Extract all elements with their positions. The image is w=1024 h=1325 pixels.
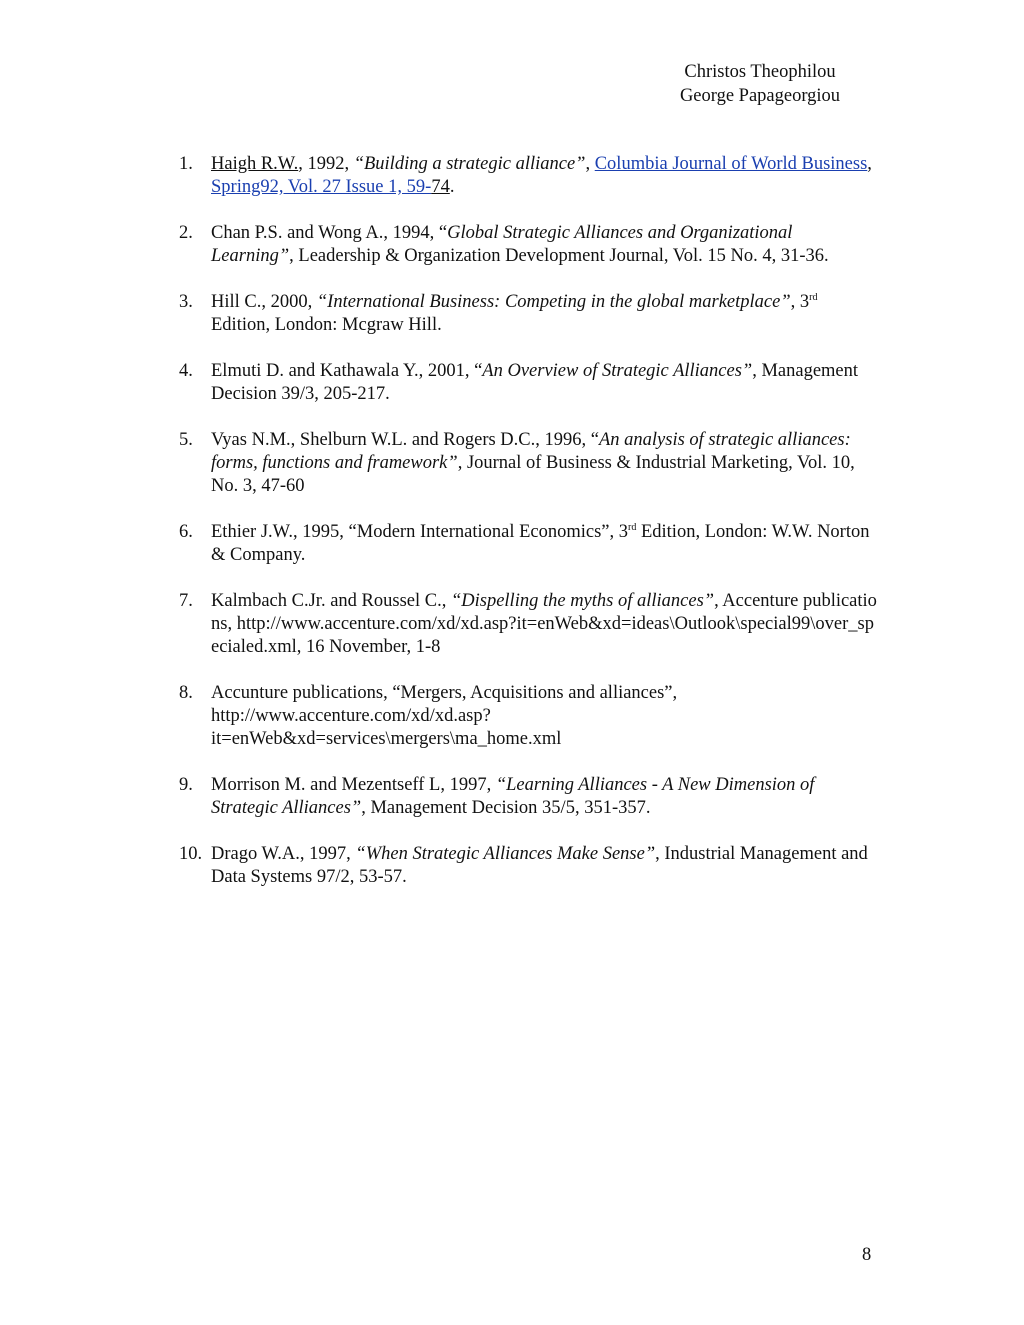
journal-link[interactable]: Columbia Journal of World Business [594,154,868,174]
reference-title: “Dispelling the myths of alliances” [450,591,715,611]
reference-title: “International Business: Competing in the global marketplace” [316,292,791,312]
pages-link[interactable]: 74 [431,177,450,197]
reference-list [179,153,879,912]
ordinal-superscript: rd [809,291,818,303]
reference-url-part-2: it=enWeb&xd=services\mergers\ma_home.xml [211,729,562,749]
reference-number: 5. [179,430,193,450]
page-header [660,60,860,108]
reference-title: An Overview of Strategic Alliances” [482,361,753,381]
reference-number: 9. [179,775,193,795]
reference-text: Drago W.A., 1997, “When Strategic Alliances Make Sense”, Industrial Management and Data Systems 97/2, 53-57. [211,844,868,887]
reference-number: 2. [179,223,193,243]
reference-title: “Building a strategic alliance” [353,154,586,174]
reference-item-6 [179,521,879,567]
reference-text: Chan P.S. and Wong A., 1994, “Global Strategic Alliances and Organizational Learning”, Leadership & Organization Development Journal, Vol. 15 No. 4, 31-36. [211,223,829,266]
reference-item-8 [179,682,879,751]
reference-number: 7. [179,591,193,611]
issue-link[interactable]: Spring92, Vol. 27 Issue 1, 59- [211,177,432,197]
reference-text: Morrison M. and Mezentseff L, 1997, “Learning Alliances - A New Dimension of Strategic Alliances”, Management Decision 35/5, 351-357. [211,775,815,818]
reference-number: 6. [179,522,193,542]
reference-text: Haigh R.W., 1992, “Building a strategic alliance”, Columbia Journal of World Business, Spring92, Vol. 27 Issue 1, 59-74. [211,154,872,197]
reference-title: “When Strategic Alliances Make Sense” [355,844,656,864]
page-number: 8 [862,1245,872,1265]
reference-text: Vyas N.M., Shelburn W.L. and Rogers D.C., 1996, “An analysis of strategic alliances: forms, functions and framework”, Journal of Business & Industrial Marketing, Vol. 10, No. 3, 47-60 [211,430,855,496]
reference-item-5 [179,429,879,498]
reference-number: 4. [179,361,193,381]
reference-number: 1. [179,154,193,174]
reference-text: Hill C., 2000, “International Business: Competing in the global marketplace”, 3rd Edition, London: Mcgraw Hill. [211,291,818,335]
reference-number: 3. [179,292,193,312]
reference-text: Kalmbach C.Jr. and Roussel C., “Dispelling the myths of alliances”, Accenture publications, http://www.accenture.com/xd/xd.asp?it=enWeb&xd=ideas\Outlook\special99\over_specialed.xml, 16 November, 1-8 [211,591,877,657]
reference-item-9 [179,774,879,820]
reference-author-link[interactable]: Haigh R.W. [211,154,299,174]
reference-url-part-1: http://www.accenture.com/xd/xd.asp? [211,706,491,726]
reference-title: “Learning Alliances - A New Dimension of Strategic Alliances” [211,775,815,818]
reference-item-7 [179,590,879,659]
reference-number: 10. [179,844,203,864]
reference-text: Elmuti D. and Kathawala Y., 2001, “An Overview of Strategic Alliances”, Management Decision 39/3, 205-217. [211,361,859,404]
reference-number: 8. [179,683,193,703]
reference-item-1 [179,153,879,199]
reference-item-2 [179,222,879,268]
reference-title: An analysis of strategic alliances: forms, functions and framework” [211,430,851,473]
reference-item-3 [179,291,879,337]
reference-text: Accunture publications, “Mergers, Acquisitions and alliances”, http://www.accenture.com/xd/xd.asp? it=enWeb&xd=services\mergers\ma_home.xml [211,682,879,751]
reference-item-10 [179,843,879,889]
reference-title: Global Strategic Alliances and Organizational Learning” [211,223,793,266]
reference-item-4 [179,360,879,406]
author-name-2: George Papageorgiou [679,86,841,106]
author-name-1: Christos Theophilou [684,62,836,82]
reference-text: Ethier J.W., 1995, “Modern International Economics”, 3rd Edition, London: W.W. Norton & Company. [211,521,870,565]
ordinal-superscript: rd [628,521,637,533]
